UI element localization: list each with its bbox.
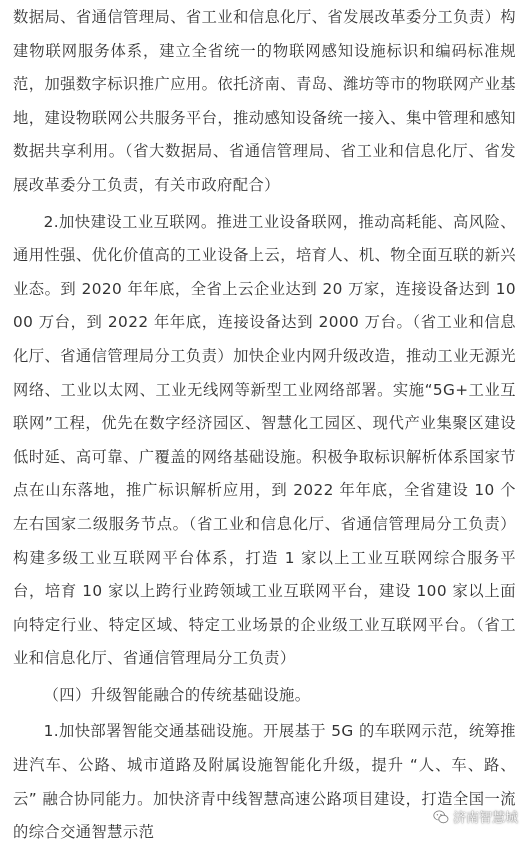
- paragraph-1: 数据局、省通信管理局、省工业和信息化厅、省发展改革委分工负责）构建物联网服务体系，建立全省统一的物联网感知设施标识和编码标准规范，加强数字标识推广应用。依托济南、青岛、潍坊等市的物联网产业基地，建设物联网公共服务平台，推动感知设备统一接入、集中管理和感知数据共享利用。（省大数据局、省通信管理局、省工业和信息化厅、省发展改革委分工负责，有关市政府配合）: [13, 8, 516, 194]
- section-heading: （四）升级智能融合的传统基础设施。: [43, 685, 311, 704]
- paragraph-4: 1.加快部署智能交通基础设施。开展基于 5G 的车联网示范，统筹推进汽车、公路、城市道路及附属设施智能化升级，提升 “人、车、路、云” 融合协同能力。加快济青中线智慧高速公路项目建设，打造全国一流的综合交通智慧示范: [13, 722, 516, 842]
- paragraph-2: 2.加快建设工业互联网。推进工业设备联网，推动高耗能、高风险、通用性强、优化价值高的工业设备上云，培育人、机、物全面互联的新兴业态。到 2020 年年底，全省上云企业达到 20 万家，连接设备达到 1000 万台，到 2022 年年底，连接设备达到 2000 万台。（省工业和信息化厅、省通信管理局分工负责）加快企业内网升级改造，推动工业无源光网络、工业以太网、工业无线网等新型工业网络部署。实施“5G+工业互联网”工程，优先在数字经济园区、智慧化工园区、现代产业集聚区建设低时延、高可靠、广覆盖的网络基础设施。积极争取标识解析体系国家节点在山东落地，推广标识解析应用，到 2022 年年底，全省建设 10 个左右国家二级服务节点。（省工业和信息化厅、省通信管理局分工负责）构建多级工业互联网平台体系，打造 1 家以上工业互联网综合服务平台，培育 10 家以上跨行业跨领域工业互联网平台，建设 100 家以上面向特定行业、特定区域、特定工业场景的企业级工业互联网平台。（省工业和信息化厅、省通信管理局分工负责）: [13, 212, 516, 668]
- wechat-icon: [433, 809, 449, 825]
- watermark-text: 济南智慧城: [452, 811, 518, 826]
- watermark: [433, 807, 518, 826]
